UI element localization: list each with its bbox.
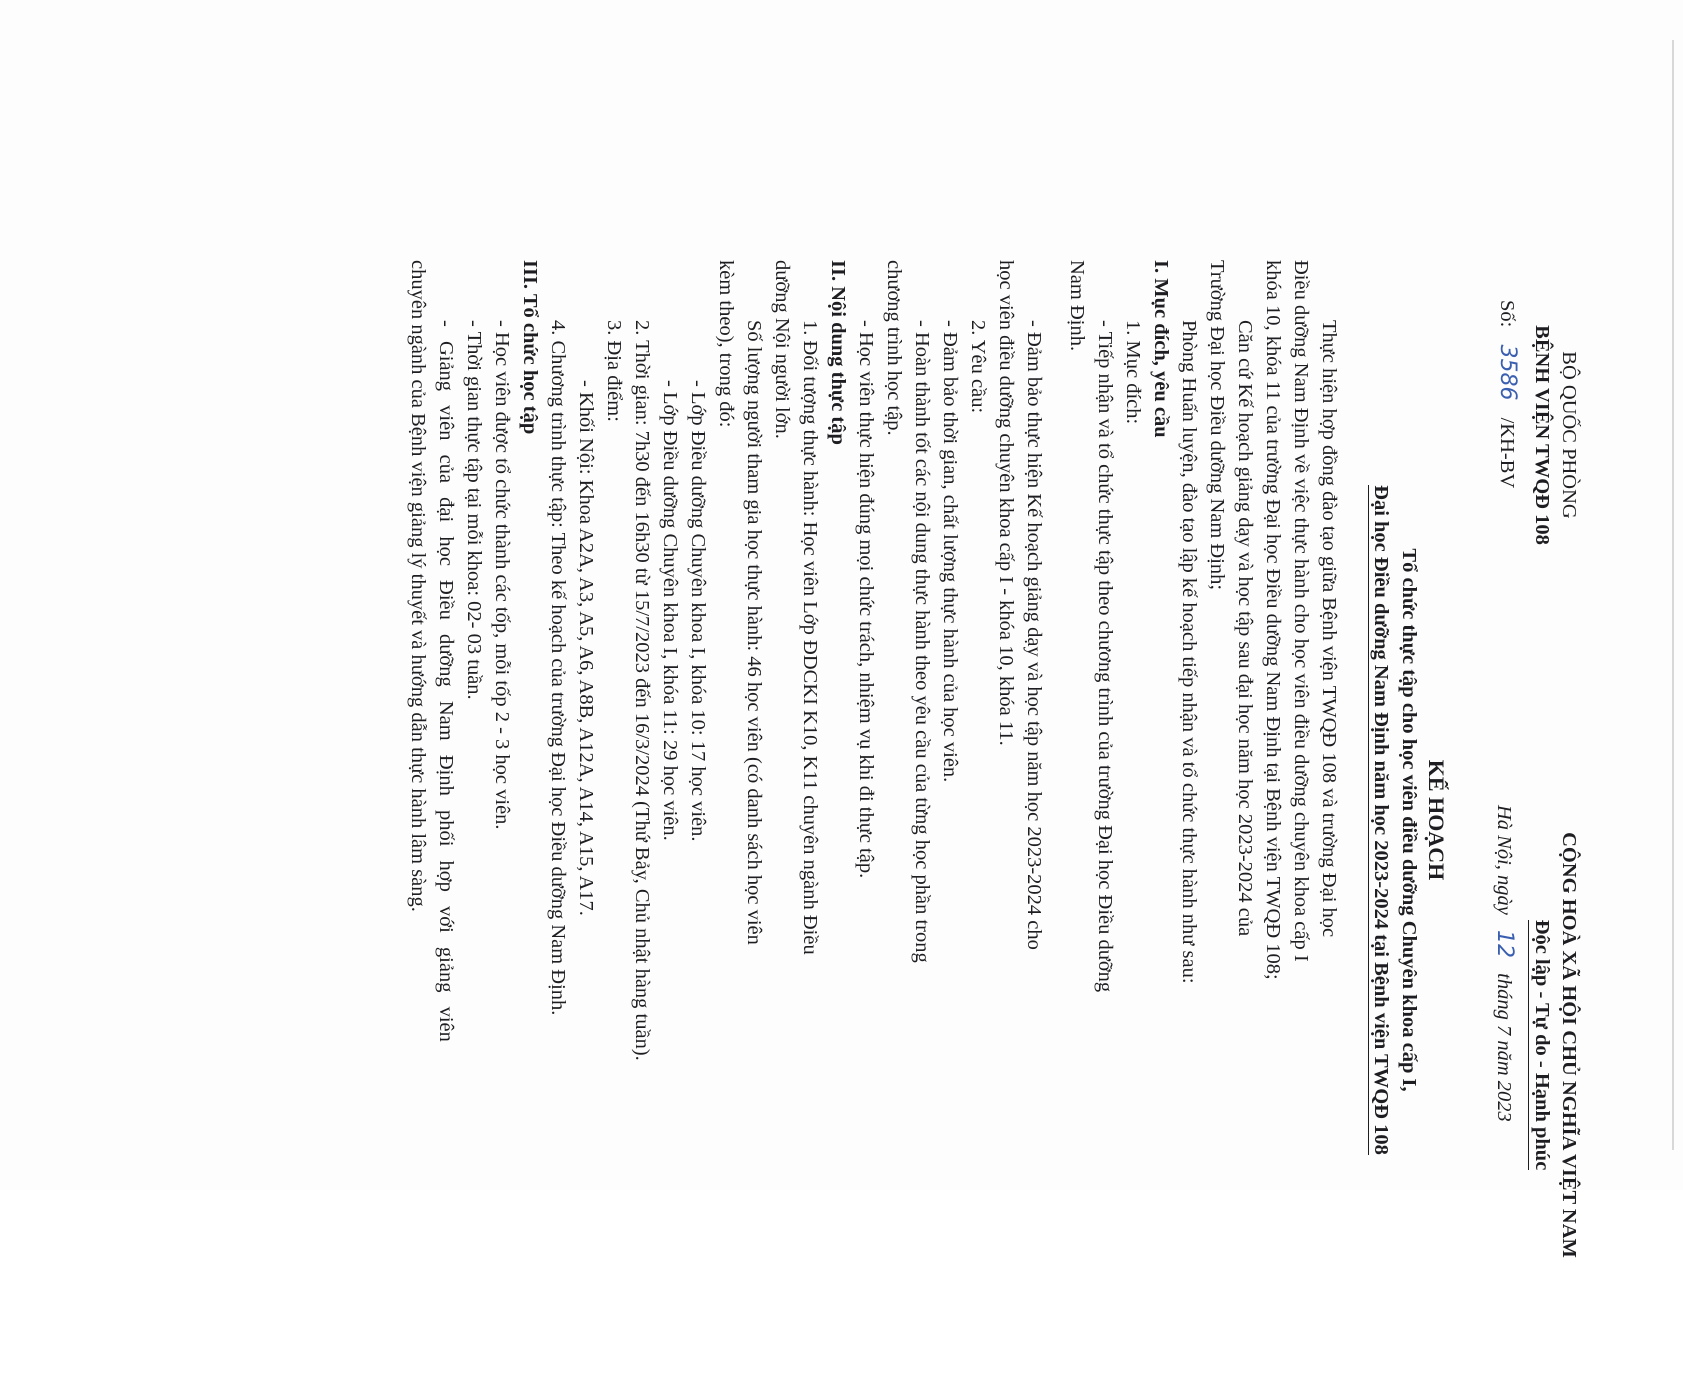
s1-purpose-b-line-1: - Đảm bảo thực hiện Kế hoạch giảng dạy và học tập năm học 2023-2024 cho — [1023, 320, 1045, 950]
s3-lecturers-line-2: chuyên ngành của Bệnh viện giảng lý thuyết và hướng dẫn thực hành lâm sàng. — [407, 260, 429, 912]
s2-program: 4. Chương trình thực tập: Theo kế hoạch của trường Đại học Điều dưỡng Nam Định. — [547, 320, 569, 1016]
s2-time: 2. Thời gian: 7h30 đến 16h30 từ 15/7/2023 đến 16/3/2024 (Thứ Bảy, Chủ nhật hàng tuần). — [631, 320, 653, 1061]
country-name: CỘNG HOÀ XÃ HỘI CHỦ NGHĨA VIỆT NAM — [1558, 832, 1580, 1258]
s3-lecturers-line-1: - Giảng viên của đại học Điều dưỡng Nam Định phối hợp với giảng viên — [435, 320, 457, 1042]
date-prefix: Hà Nội, ngày — [1493, 805, 1515, 915]
s2-target-line-2: dưỡng Nội người lớn. — [771, 260, 793, 439]
title-line-2: Đại học Điều dưỡng Nam Định năm học 2023-2024 tại Bệnh viện TWQĐ 108 — [1370, 485, 1392, 1155]
date-suffix: tháng 7 năm 2023 — [1493, 973, 1515, 1122]
number-handwritten: 3586 — [1495, 344, 1520, 401]
s1-purpose-b-line-2: học viên điều dưỡng chuyên khoa cấp I - khóa 10, khóa 11. — [995, 260, 1017, 746]
rotated-document — [163, 260, 1583, 1380]
title-line-1: Tổ chức thực tập cho học viên điều dưỡng Chuyên khoa cấp I, — [1398, 548, 1420, 1092]
s2-target-line-1: 1. Đối tượng thực hành: Học viên Lớp ĐDCKI K10, K11 chuyên ngành Điều — [799, 320, 821, 955]
s1-req-b-line-1: - Hoàn thành tốt các nội dung thực hành theo yêu cầu của từng học phần trong — [911, 320, 933, 963]
document-title: KẾ HOẠCH — [1424, 759, 1449, 881]
section-1-heading: I. Mục đích, yêu cầu — [1150, 260, 1172, 438]
s1-req-a: - Đảm bảo thời gian, chất lượng thực hành của học viên. — [939, 320, 961, 783]
s2-location-internal: - Khối Nội: Khoa A2A, A3, A5, A6, A8B, A12A, A14, A15, A17. — [575, 380, 597, 916]
scan-edge-divider — [1672, 40, 1674, 1150]
s1-req-c: - Học viên thực hiện đúng mọi chức trách, nhiệm vụ khi đi thực tập. — [855, 320, 877, 879]
s1-req-b-line-2: chương trình học tập. — [883, 260, 905, 436]
document-number — [1493, 300, 1521, 488]
intro-1-line-3: khóa 10, khóa 11 của trường Đại học Điều dưỡng Nam Định tại Bệnh viện TWQĐ 108; — [1262, 260, 1284, 980]
intro-2-line-1: Căn cứ Kế hoạch giảng dạy và học tập sau đại học năm học 2023-2024 của — [1234, 320, 1256, 937]
number-suffix: /KH-BV — [1496, 417, 1518, 489]
s3-groups: - Học viên được tổ chức thành các tốp, mỗi tốp 2 - 3 học viên. — [491, 320, 513, 830]
hospital-name: BỆNH VIỆN TWQĐ 108 — [1531, 325, 1553, 545]
s2-location: 3. Địa điểm: — [603, 320, 625, 422]
number-prefix: Số: — [1496, 300, 1518, 328]
date-day-handwritten: 12 — [1492, 930, 1517, 959]
intro-1-line-1: Thực hiện hợp đồng đào tạo giữa Bệnh viện TWQĐ 108 và trường Đại học — [1318, 320, 1340, 938]
intro-2-line-2: Trường Đại học Điều dưỡng Nam Định; — [1206, 260, 1228, 591]
national-motto: Độc lập - Tự do - Hạnh phúc — [1528, 705, 1556, 1385]
s1-purpose-a-line-2: Nam Định. — [1066, 260, 1088, 352]
s2-class-k10: - Lớp Điều dưỡng Chuyên khoa I, khóa 10: 17 học viên. — [687, 380, 709, 842]
ministry-name: BỘ QUỐC PHÒNG — [1558, 351, 1580, 519]
s2-count-line-2: kèm theo), trong đó: — [715, 260, 737, 428]
s2-class-k11: - Lớp Điều dưỡng Chuyên khoa I, khóa 11: 29 học viên. — [659, 380, 681, 841]
s1-purpose-a-line-1: - Tiếp nhận và tổ chức thực tập theo chương trình của trường Đại học Điều dưỡng — [1094, 320, 1116, 993]
s1-purpose: 1. Mục đích: — [1122, 320, 1144, 425]
s1-requirements: 2. Yêu cầu: — [967, 320, 989, 414]
intro-1-line-2: Điều dưỡng Nam Định về việc thực hành cho học viên điều dưỡng chuyên khoa cấp I — [1290, 260, 1312, 962]
intro-3: Phòng Huấn luyện, đào tạo lập kế hoạch tiếp nhận và tổ chức thực hành như sau: — [1178, 320, 1200, 984]
section-3-heading: III. Tổ chức học tập — [519, 260, 541, 435]
s3-duration: - Thời gian thực tập tại mỗi khoa: 02- 03 tuần. — [463, 320, 485, 700]
section-2-heading: II. Nội dung thực tập — [827, 260, 849, 445]
date-line — [1490, 805, 1518, 1122]
s2-count-line-1: Số lượng người tham gia học thực hành: 46 học viên (có danh sách học viên — [743, 320, 765, 945]
